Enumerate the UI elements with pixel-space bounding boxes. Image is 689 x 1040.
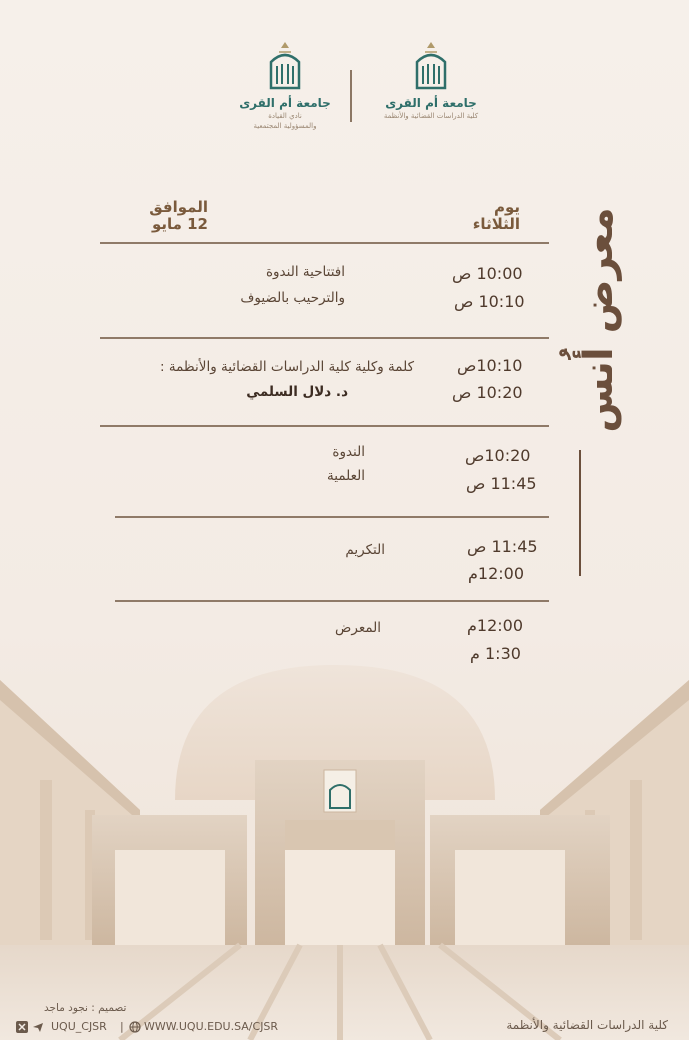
time-start: 10:20ص <box>465 446 531 465</box>
agenda-line: كلمة وكلية كلية الدراسات القضائية والأنظمة : <box>160 359 414 375</box>
college-logo-subtitle: كلية الدراسات القضائية والأنظمة <box>383 112 479 120</box>
club-logo-subtitle-2: والمسؤولية المجتمعية <box>253 122 317 130</box>
agenda-line: التكريم <box>345 542 385 558</box>
vertical-title <box>576 195 622 445</box>
website-link[interactable]: WWW.UQU.EDU.SA/CJSR <box>144 1020 279 1033</box>
footer-separator: | <box>120 1020 124 1033</box>
club-logo-name: جامعة أم القرى <box>239 96 331 110</box>
time-end: 1:30 م <box>470 644 521 663</box>
telegram-icon <box>32 1021 44 1033</box>
club-logo <box>230 40 340 130</box>
time-start: 11:45 ص <box>467 537 538 556</box>
time-end: 12:00م <box>468 564 525 583</box>
agenda-line: المعرض <box>335 620 381 636</box>
row-divider <box>115 516 549 518</box>
university-emblem-icon <box>267 40 303 90</box>
college-logo-name: جامعة أم القرى <box>385 96 477 110</box>
date-value: 12 مايو <box>151 215 208 233</box>
row-divider <box>100 425 549 427</box>
designer-credit: تصميم : نجود ماجد <box>44 1002 127 1014</box>
time-start: 10:00 ص <box>452 264 523 283</box>
club-logo-subtitle-1: نادي القيادة <box>268 112 302 120</box>
university-emblem-icon <box>413 40 449 90</box>
logo-divider <box>350 70 352 122</box>
date-label: الموافق <box>149 198 208 216</box>
row-divider <box>115 600 549 602</box>
agenda-line: العلمية <box>327 468 365 484</box>
time-end: 11:45 ص <box>466 474 537 493</box>
day-label: يوم <box>493 198 520 216</box>
vertical-title-text: معرض أُنس <box>576 207 622 433</box>
university-gate-illustration <box>0 660 689 1040</box>
speaker-name: د. دلال السلمي <box>246 384 348 400</box>
time-start: 10:10ص <box>457 356 523 375</box>
x-logo-icon <box>16 1021 28 1033</box>
time-end: 10:10 ص <box>454 292 525 311</box>
college-logo <box>376 40 486 120</box>
social-handle[interactable]: UQU_CJSR <box>51 1020 107 1033</box>
time-end: 10:20 ص <box>452 383 523 402</box>
globe-icon <box>129 1021 141 1033</box>
time-start: 12:00م <box>467 616 524 635</box>
row-divider <box>100 337 549 339</box>
agenda-line: والترحيب بالضيوف <box>240 290 345 306</box>
header-divider <box>100 242 549 244</box>
agenda-line: افتتاحية الندوة <box>265 264 345 280</box>
college-name-footer: كلية الدراسات القضائية والأنظمة <box>506 1018 668 1032</box>
day-value: الثلاثاء <box>472 215 520 233</box>
agenda-line: الندوة <box>332 444 365 460</box>
vertical-title-line <box>579 450 581 576</box>
